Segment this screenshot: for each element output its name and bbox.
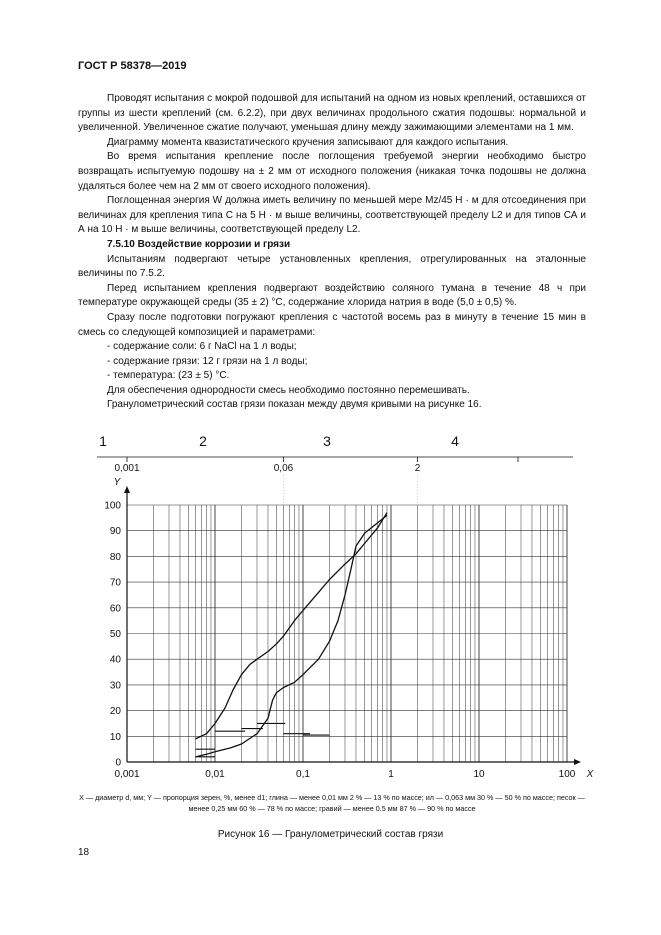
chart-series: [195, 513, 387, 757]
list-item: - температура: (23 ± 5) °C.: [107, 370, 230, 382]
section-heading: 7.5.10 Воздействие коррозии и грязи: [107, 238, 291, 250]
y-tick-label: 80: [109, 551, 121, 563]
y-tick-label: 30: [109, 680, 121, 692]
zone-label: 3: [323, 433, 331, 449]
x-tick-label: 0,1: [296, 769, 310, 780]
y-axis-arrow: [124, 486, 130, 493]
list-item: - содержание соли: 6 г NaCl на 1 л воды;: [107, 341, 297, 353]
y-tick-label: 10: [109, 731, 121, 743]
y-tick-label: 50: [109, 629, 121, 640]
figure-legend: X — диаметр d, мм; Y — пропорция зерен, %, менее d1; глина — менее 0,01 мм 2 % — 13 % по массе; ил — 0,063 мм 30 % — 50 % по массе; песок — менее 0,25 мм 60 % — 78 % по массе; гравий — менее 0.5 мм 87 % — 90 % по массе: [79, 793, 585, 813]
x-tick-label: 100: [558, 769, 576, 780]
paragraph: Испытаниям подвергают четыре установленных крепления, отрегулированных на эталонные величины по 7.5.2.: [78, 253, 586, 280]
zone-label: 1: [99, 433, 107, 449]
chart-grid: [127, 505, 567, 762]
paragraph: Сразу после подготовки погружают крепления с частотой восемь раз в минуту в течение 15 мин в смесь со следующей композицией и параметрами:: [78, 311, 586, 338]
y-tick-label: 60: [109, 603, 121, 615]
paragraph: Во время испытания крепление после поглощения требуемой энергии необходимо быстро возвращать испытуемую подошву на ± 2 мм от исходного положения (никакая точка подошвы не должна удаляться более чем на 2 мм от своего исходного положения).: [78, 151, 586, 192]
zone-label: 4: [451, 433, 459, 449]
paragraph: Диаграмму момента квазистатического кручения записывают для каждого испытания.: [107, 136, 509, 148]
list-item: - содержание грязи: 12 г грязи на 1 л воды;: [107, 355, 308, 367]
x-axis-label: X: [586, 769, 594, 780]
chart-axes: [104, 477, 593, 780]
x-axis-arrow: [574, 759, 581, 765]
zone-boundary-label: 0,001: [114, 463, 140, 474]
paragraph: Перед испытанием крепления подвергают воздействию соляного тумана в течение 48 ч при температуре окружающей среды (35 ± 2) °C, содержание хлорида натрия в воде (5,0 ± 0,5) %.: [78, 282, 586, 309]
paragraph: Гранулометрический состав грязи показан между двумя кривыми на рисунке 16.: [107, 399, 482, 411]
y-tick-label: 100: [104, 500, 121, 512]
zone-boundary-label: 0,06: [273, 463, 294, 474]
x-tick-label: 1: [388, 769, 394, 780]
y-tick-label: 0: [115, 757, 121, 769]
zone-label: 2: [199, 433, 207, 449]
y-axis-label: Y: [113, 477, 121, 488]
x-tick-label: 10: [473, 769, 485, 780]
y-tick-label: 40: [109, 654, 121, 666]
curve-upper: [196, 513, 388, 739]
figure-caption: Рисунок 16 — Гранулометрический состав грязи: [217, 829, 444, 840]
y-tick-label: 90: [109, 526, 121, 538]
page-number: 18: [78, 847, 90, 858]
document-header: ГОСТ Р 58378—2019: [78, 60, 187, 72]
zone-scale: [97, 433, 573, 503]
y-tick-label: 20: [109, 706, 121, 718]
paragraph: Поглощенная энергия W должна иметь величину по меньшей мере Mz/45 Н · м для отсоединения при величинах для крепления типа С на 5 Н · м выше величины, соответствующей пределу L2 и для типов СА и А на 10 Н · м выше величины, соответствующей пределу L2.: [78, 195, 586, 236]
paragraph: Для обеспечения однородности смесь необходимо постоянно перемешивать.: [107, 384, 470, 396]
paragraph: Проводят испытания с мокрой подошвой для испытаний на одном из новых креплений, оставшихся от группы из шести креплений (см. 6.2.2), при двух величинах продольного сжатия подошвы: нормальной и увеличенной. Увеличенное сжатие получают, уменьшая длину между зажимающими элементами на 1 мм.: [78, 93, 586, 134]
y-tick-label: 70: [109, 577, 121, 589]
zone-boundary-label: 2: [414, 463, 421, 474]
x-tick-label: 0,001: [114, 769, 140, 780]
x-tick-label: 0,01: [205, 769, 225, 780]
